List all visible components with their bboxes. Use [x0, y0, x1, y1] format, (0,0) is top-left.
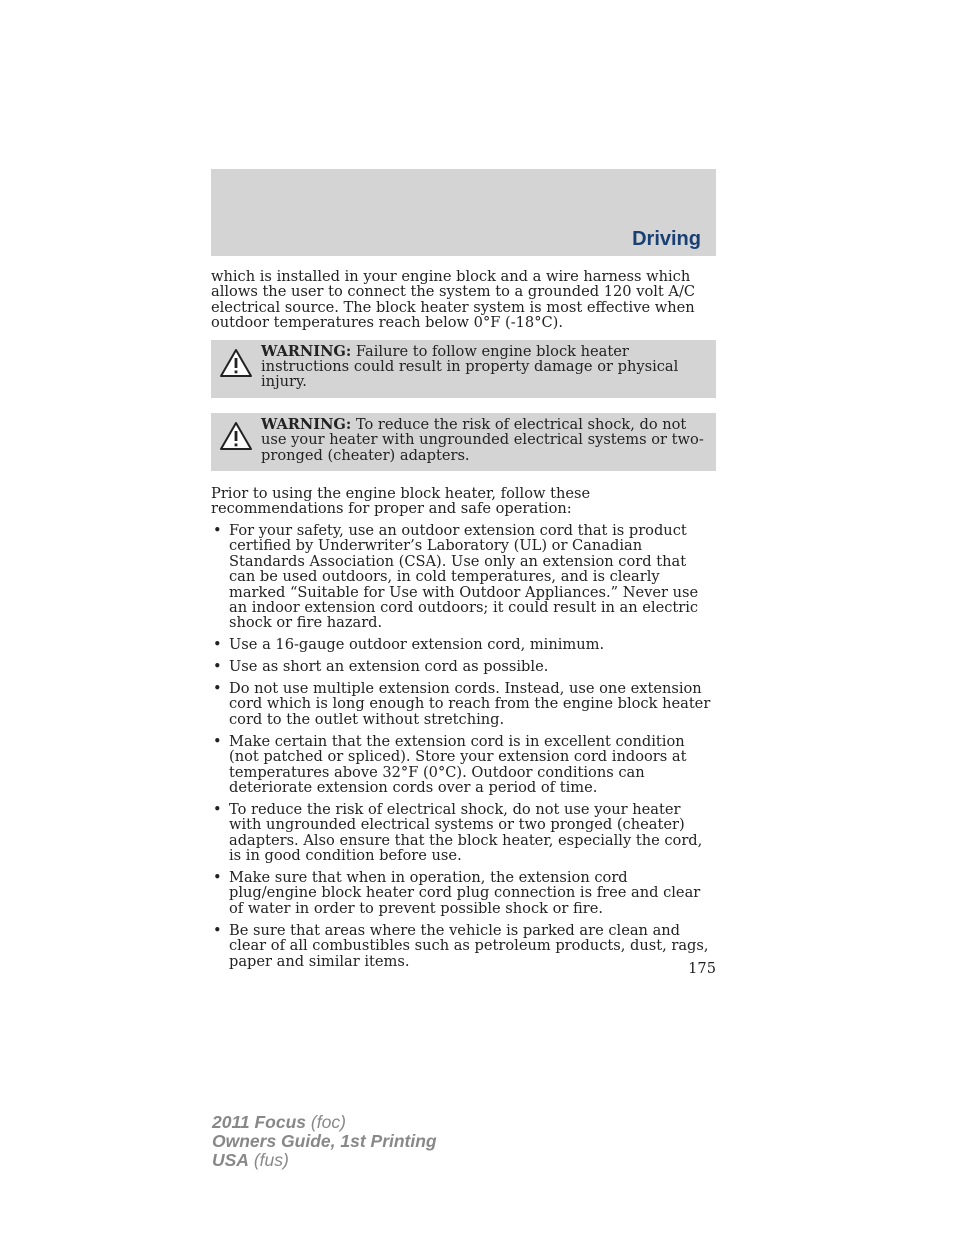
footer-market: USA — [212, 1150, 249, 1170]
list-item: • Make sure that when in operation, the extension cord plug/engine block heater cord plug connection is free and clear of water in order to prevent possible shock or fire. — [211, 870, 716, 916]
footer-model-code: (foc) — [306, 1112, 346, 1132]
warning-label: WARNING: — [261, 342, 352, 360]
warning-label: WARNING: — [261, 415, 352, 433]
page-content — [211, 269, 716, 975]
warning-box — [211, 340, 716, 398]
footer-market-code: (fus) — [248, 1150, 289, 1170]
lead-paragraph: Prior to using the engine block heater, follow these recommendations for proper and safe operation: — [211, 485, 591, 518]
warning-text: Failure to follow engine block heater instructions could result in property damage or physical injury. — [261, 342, 679, 391]
warning-triangle-icon — [219, 348, 253, 378]
warning-triangle-icon — [219, 421, 253, 451]
list-item: • Be sure that areas where the vehicle is parked are clean and clear of all combustibles such as petroleum products, dust, rags, paper and similar items. — [211, 923, 716, 969]
list-item: • Use as short an extension cord as possible. — [211, 659, 716, 674]
footer-model: 2011 Focus — [212, 1112, 307, 1132]
warning-text: To reduce the risk of electrical shock, do not use your heater with ungrounded electrical systems or two-pronged (cheater) adapters. — [261, 415, 704, 464]
list-item: • For your safety, use an outdoor extension cord that is product certified by Underwriter’s Laboratory (UL) or Canadian Standards Association (CSA). Use only an extension cord that can be used outdoors, in cold temperatures, and is clearly marked “Suitable for Use with Outdoor Appliances.” Never use an indoor extension cord outdoors; it could result in an electric shock or fire hazard. — [211, 523, 716, 631]
page-number: 175 — [688, 960, 716, 977]
intro-paragraph: which is installed in your engine block and a wire harness which allows the user to connect the system to a grounded 120 volt A/C electrical source. The block heater system is most effective when outdoor temperatures reach below 0°F (-18°C). — [211, 268, 696, 332]
section-header-band — [211, 169, 716, 256]
warning-box — [211, 413, 716, 471]
section-title: Driving — [632, 228, 701, 250]
list-item: • Use a 16-gauge outdoor extension cord, minimum. — [211, 637, 716, 652]
list-item: • Do not use multiple extension cords. Instead, use one extension cord which is long enough to reach from the engine block heater cord to the outlet without stretching. — [211, 681, 716, 727]
footer-guide: Owners Guide, 1st Printing — [212, 1131, 437, 1151]
document-footer — [212, 1113, 437, 1170]
list-item: • Make certain that the extension cord is in excellent condition (not patched or spliced). Store your extension cord indoors at temperatures above 32°F (0°C). Outdoor conditions can deteriorate extension cords over a period of time. — [211, 734, 716, 796]
list-item: • To reduce the risk of electrical shock, do not use your heater with ungrounded electrical systems or two pronged (cheater) adapters. Also ensure that the block heater, especially the cord, is in good condition before use. — [211, 802, 716, 864]
recommendation-list — [211, 523, 716, 969]
